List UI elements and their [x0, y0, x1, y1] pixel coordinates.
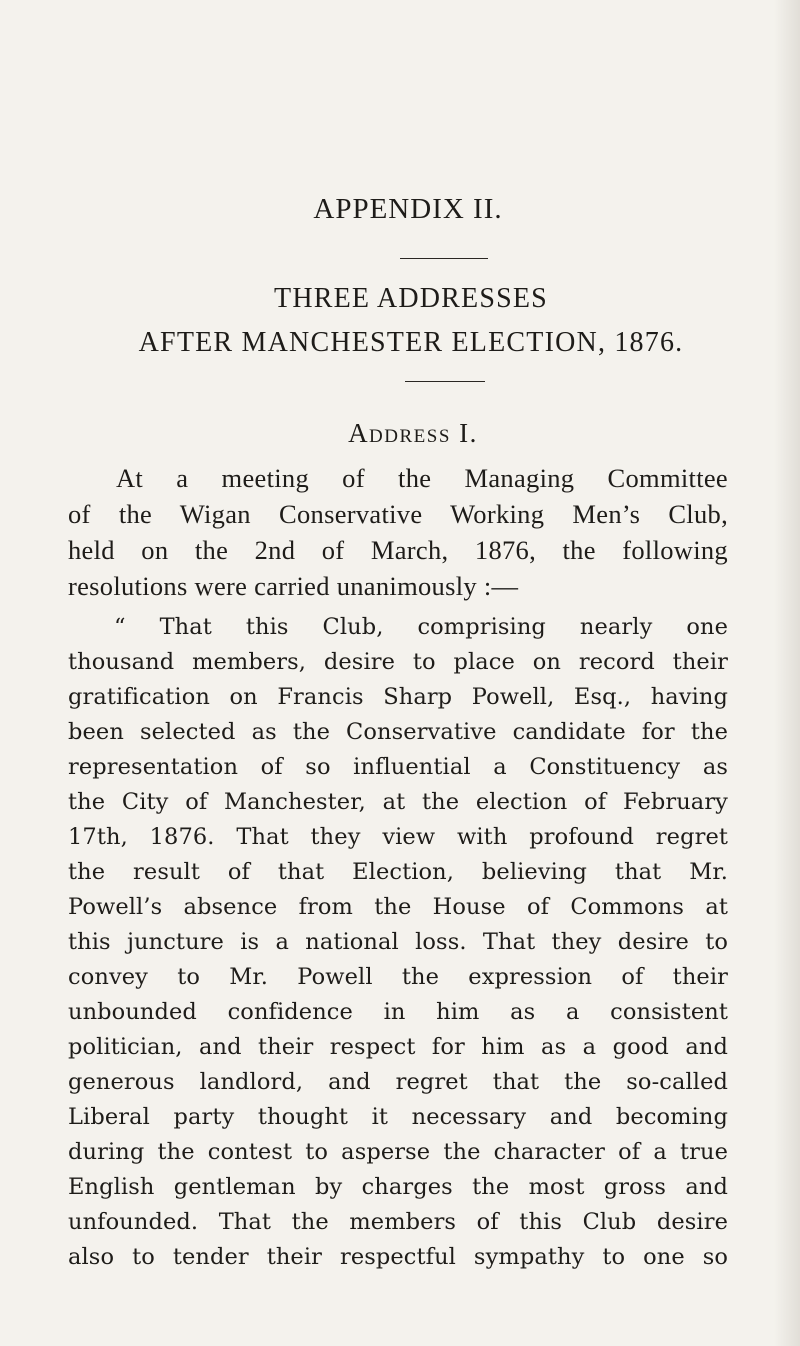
resolution-line: been selected as the Conservative candidate for the [68, 719, 728, 745]
resolution-line: representation of so influential a Constituency as [68, 754, 728, 780]
resolution-line: thousand members, desire to place on record their [68, 649, 728, 675]
intro-line: of the Wigan Conservative Working Men’s Club, [68, 499, 728, 529]
resolution-line: gratification on Francis Sharp Powell, Esq., having [68, 684, 728, 710]
intro-line: resolutions were carried unanimously :— [68, 571, 519, 601]
resolution-line: also to tender their respectful sympathy to one so [68, 1244, 728, 1270]
divider-rule-top [400, 258, 488, 259]
resolution-line: during the contest to asperse the character of a true [68, 1139, 728, 1165]
resolution-line: 17th, 1876. That they view with profound regret [68, 824, 728, 850]
resolution-line: English gentleman by charges the most gross and [68, 1174, 728, 1200]
resolution-line: politician, and their respect for him as a good and [68, 1034, 728, 1060]
intro-line: At a meeting of the Managing Committee [116, 463, 728, 493]
resolution-line: Liberal party thought it necessary and becoming [68, 1104, 728, 1130]
resolution-line: this juncture is a national loss. That they desire to [68, 929, 728, 955]
intro-line: held on the 2nd of March, 1876, the following [68, 535, 728, 565]
resolution-line: Powell’s absence from the House of Commons at [68, 894, 728, 920]
title-line-1: THREE ADDRESSES [274, 283, 548, 314]
resolution-line: “ That this Club, comprising nearly one [114, 614, 728, 640]
appendix-heading: APPENDIX II. [313, 193, 503, 225]
address-heading: Address I. [348, 418, 478, 448]
resolution-line: unfounded. That the members of this Club desire [68, 1209, 728, 1235]
resolution-line: unbounded confidence in him as a consistent [68, 999, 728, 1025]
resolution-line: the result of that Election, believing that Mr. [68, 859, 728, 885]
resolution-line: the City of Manchester, at the election of February [68, 789, 728, 815]
resolution-line: generous landlord, and regret that the so-called [68, 1069, 728, 1095]
title-line-2: AFTER MANCHESTER ELECTION, 1876. [138, 327, 684, 358]
divider-rule-bottom [405, 381, 485, 382]
resolution-line: convey to Mr. Powell the expression of their [68, 964, 728, 990]
